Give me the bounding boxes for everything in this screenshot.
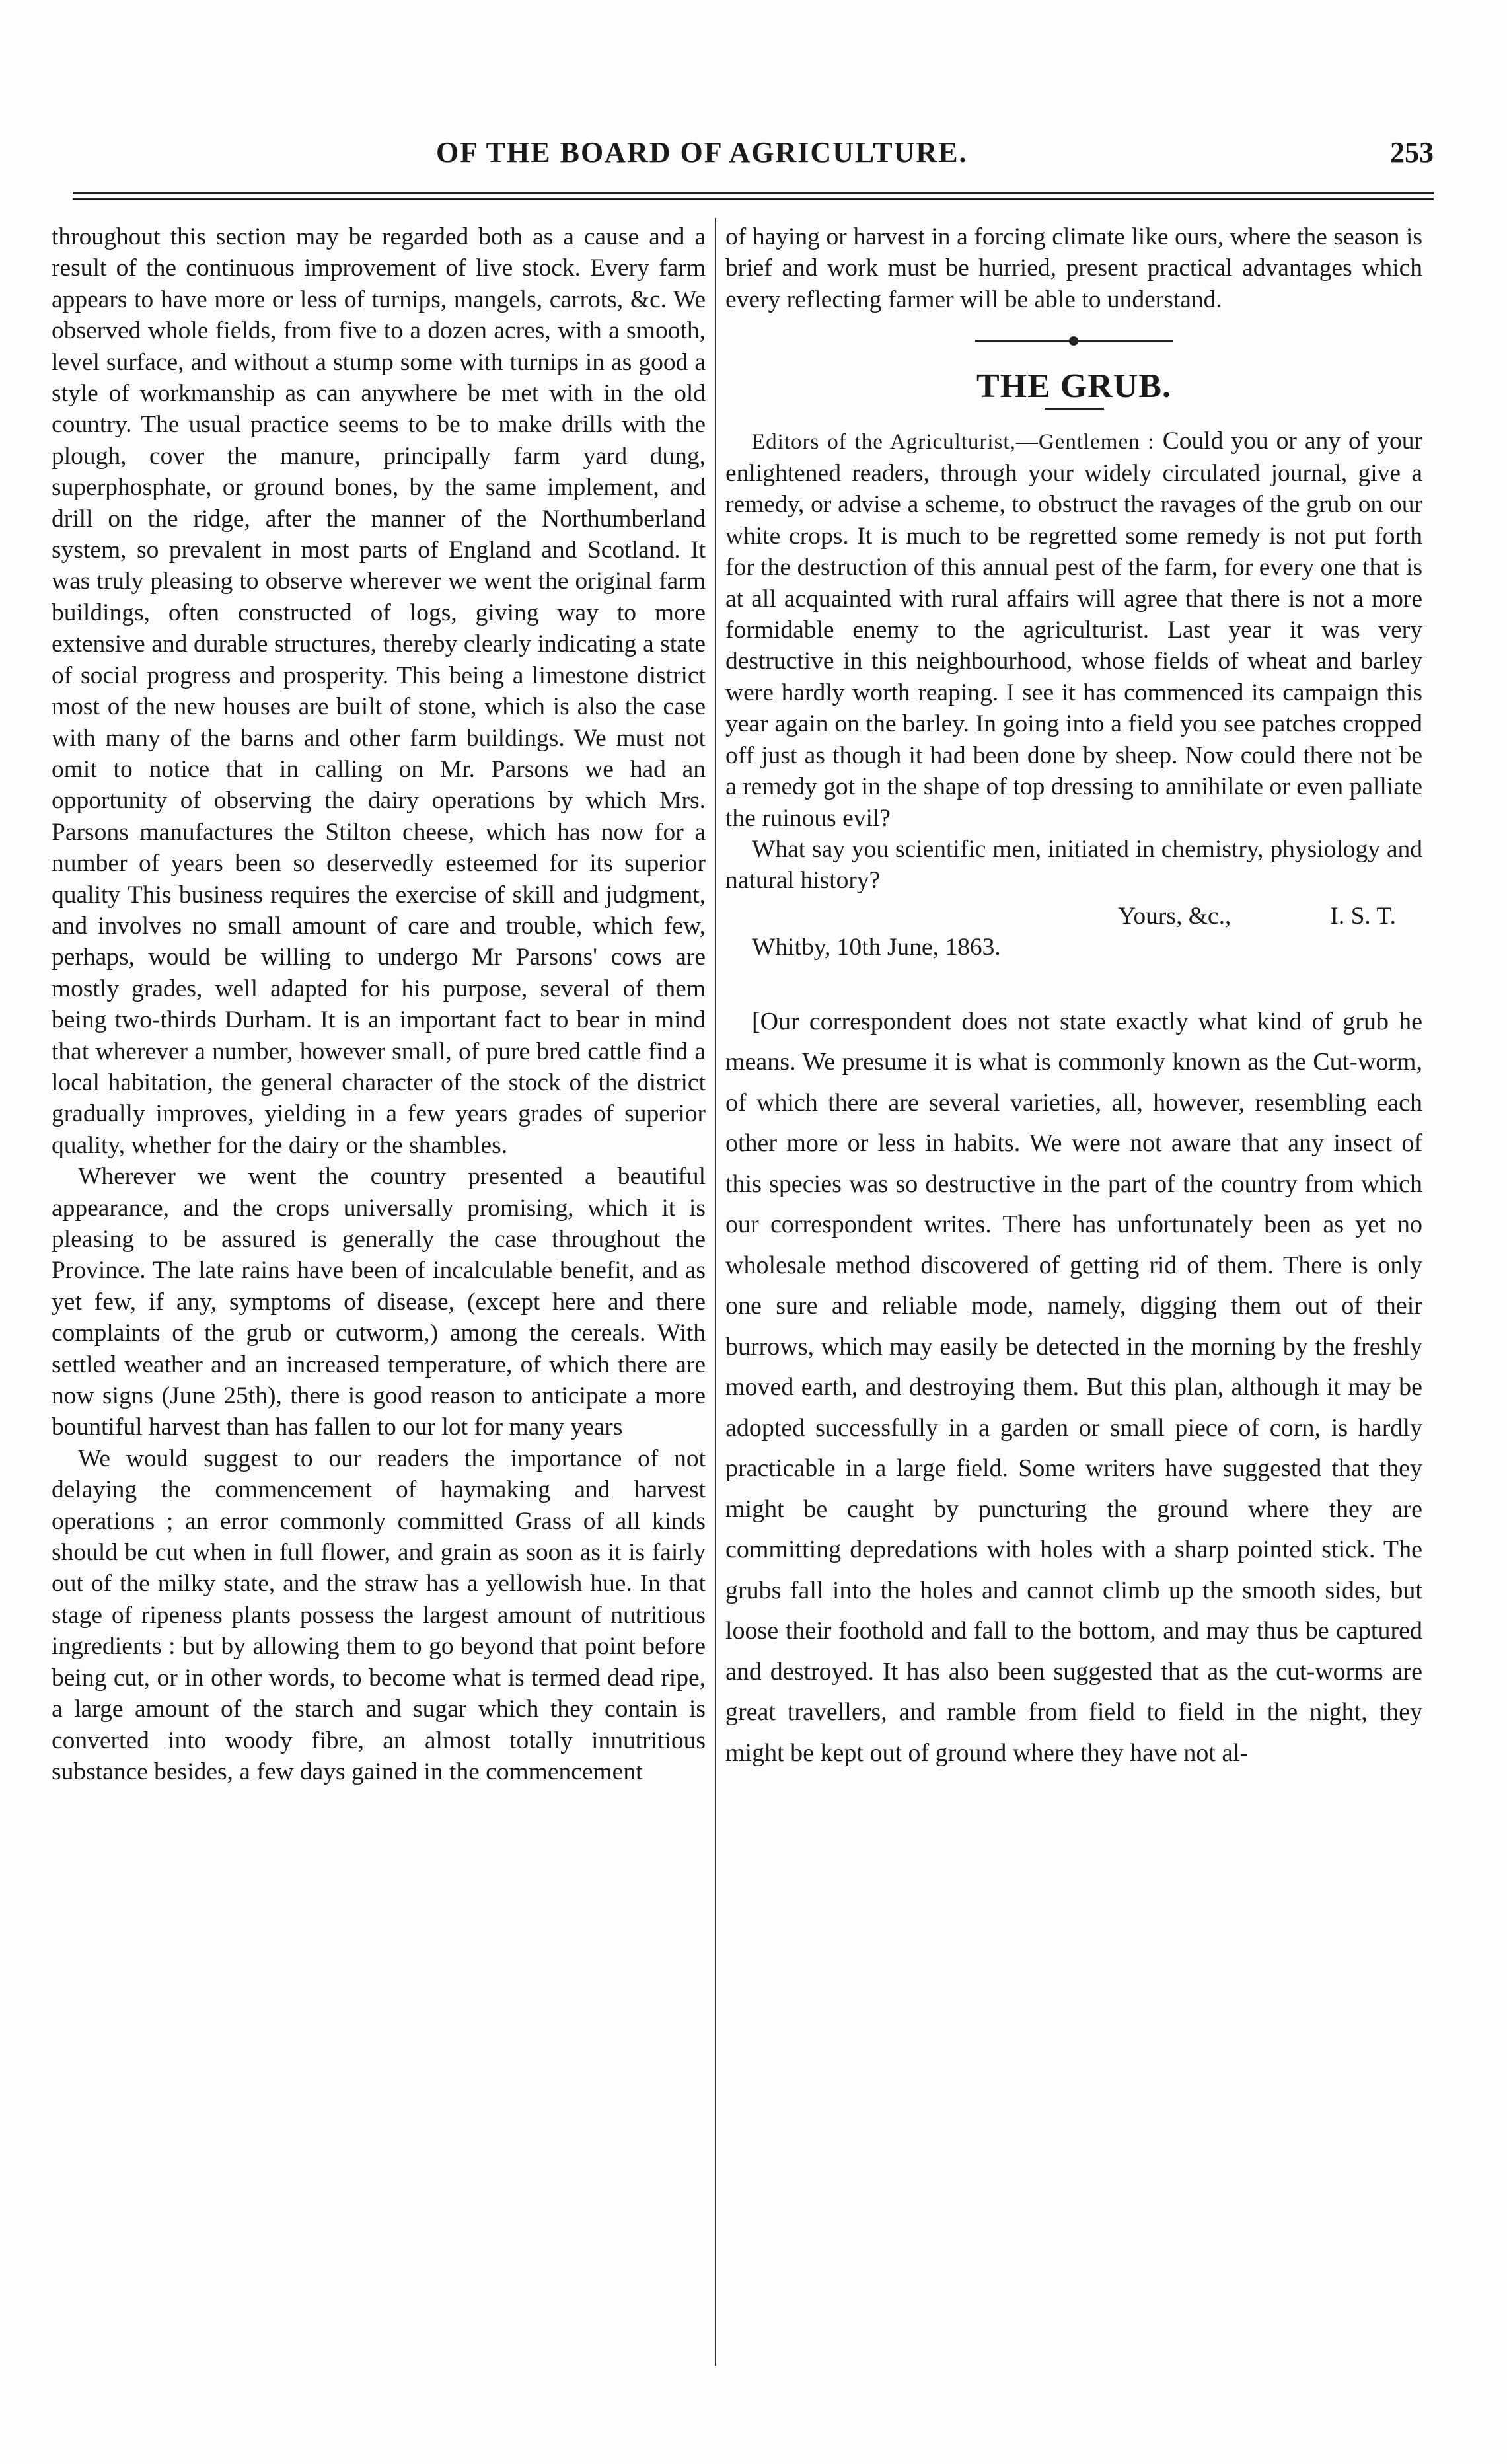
letter-body [725, 426, 1422, 834]
header-rule-bottom [73, 198, 1434, 200]
running-head [73, 135, 1434, 182]
salutation: Editors of the Agriculturist,—Gentlemen : [752, 429, 1155, 454]
title-rule [1045, 408, 1104, 410]
column-divider [715, 218, 716, 2366]
dateline: Whitby, 10th June, 1863. [752, 934, 1001, 961]
section-ornament [975, 336, 1173, 344]
right-column [725, 221, 1422, 1773]
left-paragraph-3: We would suggest to our readers the importance of not delaying the commencement of haymaking and harvest operations ; an error commonly committed Grass of all kinds should be cut when in full flower, and grain as soon as it is fairly out of the milky state, and the straw has a yellowish hue. In that stage of ripeness plants possess the largest amount of nutritious ingredients : but by allowing them to go beyond that point before being cut, or in other words, to become what is termed dead ripe, a large amount of the starch and sugar which they contain is converted into woody fibre, an almost totally innutritious substance besides, a few days gained in the commencement [52, 1444, 706, 1785]
running-title: OF THE BOARD OF AGRICULTURE. [436, 136, 968, 168]
letter-question: What say you scientific men, initiated in chemistry, physiology and natural history? [725, 835, 1422, 895]
left-paragraph-1: throughout this section may be regarded both as a cause and a result of the continuous improvement of live stock. Every farm appears to have more or less of turnips, mangels, carrots, &c. We observed whole fields, from five to a dozen acres, with a smooth, level surface, and without a stump some with turnips in as good a style of workmanship as can anywhere be met with in the old country. The usual practice seems to be to make drills with the plough, cover the manure, principally farm yard dung, superphosphate, or ground bones, by the same implement, and drill on the ridge, after the manner of the Northumberland system, so prevalent in most parts of England and Scotland. It was truly pleasing to observe wherever we went the original farm buildings, often constructed of logs, giving way to more extensive and durable structures, thereby clearly indicating a state of social progress and prosperity. This being a limestone district most of the new houses are built of stone, which is also the case with many of the barns and other farm buildings. We must not omit to notice that in calling on Mr. Parsons we had an opportunity of observing the dairy operations by which Mrs. Parsons manufactures the Stilton cheese, which has now for a number of years been so deservedly esteemed for its superior quality This business requires the exercise of skill and judgment, and involves no small amount of care and trouble, which few, perhaps, would be willing to undergo Mr Parsons' cows are mostly grades, well adapted for his purpose, several of them being two-thirds Durham. It is an important fact to bear in mind that wherever a number, however small, of pure bred cattle find a local habitation, the general character of the stock of the district gradually improves, yielding in a few years grades of superior quality, whether for the dairy or the shambles. [52, 223, 706, 1159]
header-rule-top [73, 192, 1434, 194]
continuation-paragraph: of haying or harvest in a forcing climate like ours, where the season is brief and work must be hurried, present practical advantages which every reflecting farmer will be able to understand. [725, 223, 1422, 313]
article-title: THE GRUB. [976, 367, 1172, 406]
ornament-dot [1069, 336, 1078, 346]
left-column [52, 221, 706, 1787]
sign-off: Yours, &c., [1118, 902, 1231, 930]
initials: I. S. T. [1330, 902, 1396, 930]
left-paragraph-2: Wherever we went the country presented a beautiful appearance, and the crops universally promising, which it is pleasing to be assured is generally the case throughout the Province. The late rains have been of incalculable benefit, and as yet few, if any, symptoms of disease, (except here and there complaints of the grub or cutworm,) among the cereals. With settled weather and an increased temperature, of which there are now signs (June 25th), there is good reason to anticipate a more bountiful harvest than has fallen to our lot for many years [52, 1163, 706, 1441]
page-number: 253 [1390, 136, 1434, 168]
signature-line [725, 901, 1422, 932]
letter-body-text: Could you or any of your enlightened readers, through your widely circulated journal, give a remedy, or advise a scheme, to obstruct the ravages of the grub on our white crops. It is much to be regretted some remedy is not put forth for the destruction of this annual pest of the farm, for every one that is at all acquainted with rural affairs will agree that there is not a more formidable enemy to the agriculturist. Last year it was very destructive in this neighbourhood, whose fields of wheat and barley were hardly worth reaping. I see it has commenced its campaign this year again on the barley. In going into a field you see patches cropped off just as though it had been done by sheep. Now could there not be a remedy got in the shape of top dressing to annihilate or even palliate the ruinous evil? [725, 427, 1422, 832]
editorial-reply: [Our correspondent does not state exactly what kind of grub he means. We presume it is what is commonly known as the Cut-worm, of which there are several varieties, all, however, resembling each other more or less in habits. We were not aware that any insect of this species was so destructive in the part of the country from which our correspondent writes. There has unfortunately been as yet no wholesale method discovered of getting rid of them. There is only one sure and reliable mode, namely, digging them out of their burrows, which may easily be detected in the morning by the freshly moved earth, and destroying them. But this plan, although it may be adopted successfully in a garden or small piece of corn, is hardly practicable in a large field. Some writers have suggested that they might be caught by puncturing the ground where they are committing depredations with holes with a sharp pointed stick. The grubs fall into the holes and cannot climb up the smooth sides, but loose their foothold and fall to the bottom, and may thus be captured and destroyed. It has also been suggested that as the cut-worms are great travellers, and ramble from field to field in the night, they might be kept out of ground where they have not al- [725, 1007, 1422, 1767]
